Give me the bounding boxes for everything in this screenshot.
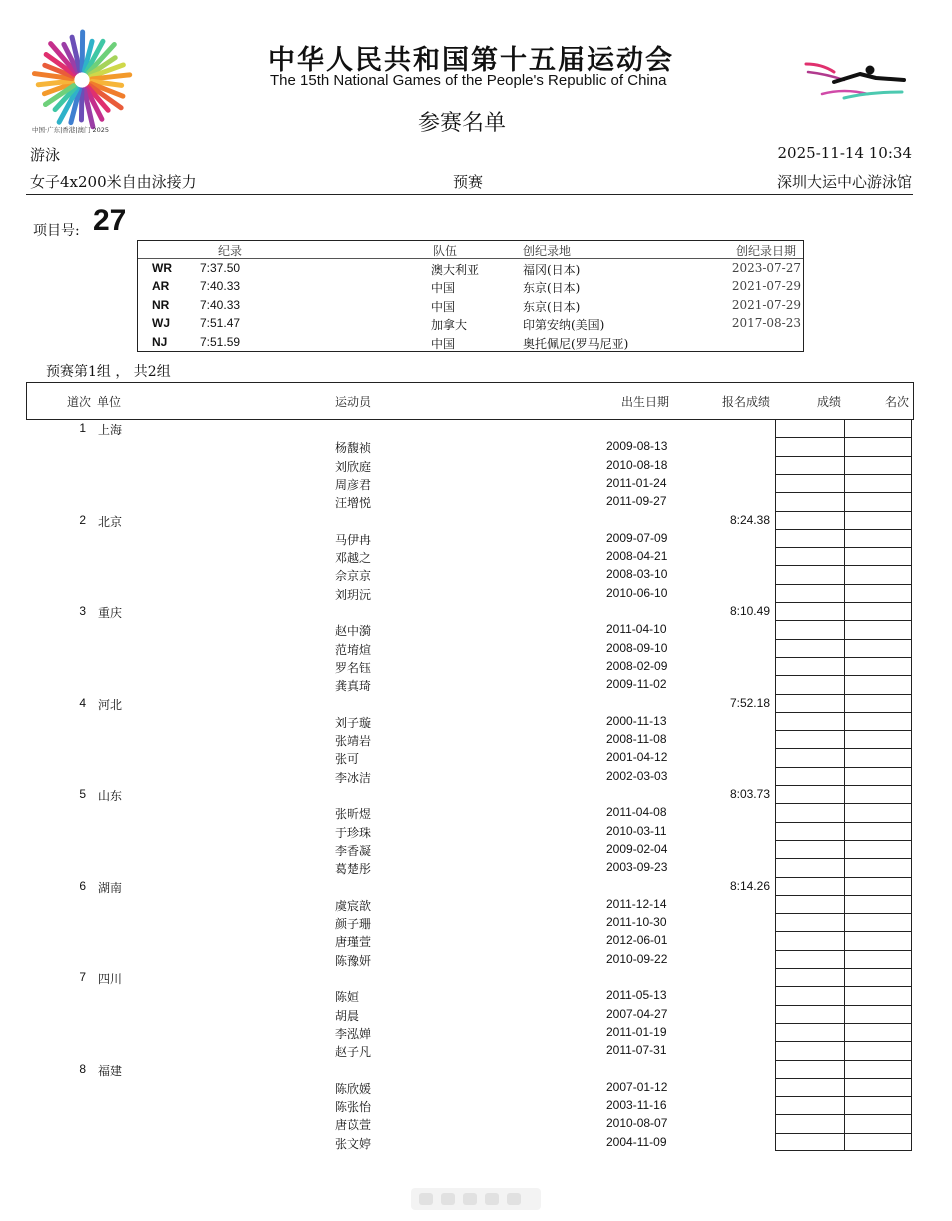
lane-number: 6 <box>79 878 86 893</box>
grid-line <box>776 785 911 786</box>
athlete-dob: 2003-11-16 <box>606 1098 667 1113</box>
record-time: 7:40.33 <box>200 297 241 312</box>
athlete-name: 陈豫妍 <box>335 953 372 968</box>
athlete-row <box>26 822 776 840</box>
athlete-name: 罗名钰 <box>335 660 372 675</box>
athlete-dob: 2008-09-10 <box>606 640 668 655</box>
athlete-dob: 2011-04-10 <box>606 622 667 637</box>
athlete-dob: 2008-02-09 <box>606 658 668 673</box>
team-row <box>26 602 776 620</box>
record-team: 加拿大 <box>431 318 468 333</box>
athlete-name: 张可 <box>335 752 360 767</box>
athlete-dob: 2007-04-27 <box>606 1006 668 1021</box>
athlete-name: 杨馥祯 <box>335 441 372 456</box>
athlete-row <box>26 1023 776 1041</box>
record-row <box>138 297 803 315</box>
entry-time: 8:14.26 <box>729 878 770 893</box>
sport-name: 游泳 <box>30 146 61 164</box>
team-name: 河北 <box>98 697 123 712</box>
athlete-dob: 2007-01-12 <box>606 1079 668 1094</box>
athlete-name: 唐瑾萱 <box>335 935 372 950</box>
athlete-dob: 2008-03-10 <box>606 567 668 582</box>
grid-line <box>776 748 911 749</box>
athlete-name: 龚真琦 <box>335 679 372 694</box>
athlete-row <box>26 913 776 931</box>
record-code: NJ <box>152 334 168 349</box>
athlete-name: 于珍珠 <box>335 825 372 840</box>
athlete-row <box>26 895 776 913</box>
watermark-bar <box>411 1188 541 1210</box>
record-time: 7:51.47 <box>200 316 241 331</box>
heat-title: 预赛第1组 ， 共2组 <box>46 364 171 380</box>
entry-time: 8:03.73 <box>729 787 770 801</box>
athlete-name: 张昕煜 <box>335 807 372 822</box>
grid-line <box>776 657 911 658</box>
athlete-name: 李香凝 <box>335 843 372 858</box>
athlete-name: 刘玥沅 <box>335 587 372 602</box>
col-result: 成绩 <box>817 395 842 409</box>
athlete-row <box>26 675 776 693</box>
start-list-header <box>26 382 914 420</box>
grid-line <box>776 639 911 640</box>
grid-line <box>776 602 911 603</box>
grid-line <box>776 1023 911 1024</box>
athlete-row <box>26 456 776 474</box>
athlete-dob: 2011-09-27 <box>606 494 667 509</box>
grid-line <box>776 767 911 768</box>
athlete-row <box>26 931 776 949</box>
event-name: 女子4x200米自由泳接力 <box>30 173 197 191</box>
team-row <box>26 968 776 986</box>
grid-line <box>776 913 911 914</box>
team-row <box>26 419 776 437</box>
records-header-date: 创纪录日期 <box>736 244 797 258</box>
entry-time: 7:52.18 <box>729 695 770 710</box>
record-date: 2017-08-23 <box>731 316 801 331</box>
team-name: 湖南 <box>98 880 123 895</box>
record-date: 2021-07-29 <box>731 297 801 312</box>
grid-line <box>776 675 911 676</box>
athlete-row <box>26 730 776 748</box>
results-entry-grid <box>775 419 912 1151</box>
athlete-row <box>26 748 776 766</box>
athlete-dob: 2008-04-21 <box>606 549 668 564</box>
phase-name: 预赛 <box>453 173 484 191</box>
grid-line <box>776 1078 911 1079</box>
lane-number: 3 <box>79 604 86 618</box>
grid-line <box>776 822 911 823</box>
record-time: 7:51.59 <box>200 334 241 349</box>
team-name: 重庆 <box>98 606 123 620</box>
team-row <box>26 1060 776 1078</box>
athlete-row <box>26 840 776 858</box>
athlete-row <box>26 584 776 602</box>
col-rank: 名次 <box>885 395 910 409</box>
record-place: 东京(日本) <box>523 281 581 296</box>
athlete-name: 颜子珊 <box>335 917 372 932</box>
team-row <box>26 877 776 895</box>
athlete-row <box>26 986 776 1004</box>
grid-line <box>776 1005 911 1006</box>
athlete-dob: 2003-09-23 <box>606 860 668 875</box>
records-header-place: 创纪录地 <box>523 244 572 258</box>
athlete-row <box>26 1096 776 1114</box>
event-number: 27 <box>93 204 127 237</box>
athlete-dob: 2009-07-09 <box>606 530 668 545</box>
lane-number: 8 <box>79 1061 86 1076</box>
team-name: 北京 <box>98 514 123 529</box>
grid-line <box>776 840 911 841</box>
athlete-dob: 2011-04-08 <box>606 805 667 820</box>
athlete-name: 李冰洁 <box>335 770 372 785</box>
col-team: 单位 <box>97 395 122 409</box>
lane-number: 1 <box>79 421 86 435</box>
records-header-divider <box>138 258 803 259</box>
athlete-name: 马伊冉 <box>335 532 372 547</box>
record-team: 中国 <box>431 336 456 351</box>
grid-line <box>776 950 911 951</box>
athlete-name: 唐苡萱 <box>335 1118 372 1133</box>
athlete-dob: 2010-08-18 <box>606 457 668 472</box>
grid-line <box>776 584 911 585</box>
athlete-row <box>26 437 776 455</box>
athlete-row <box>26 1041 776 1059</box>
record-time: 7:40.33 <box>200 279 241 294</box>
athlete-row <box>26 1133 776 1151</box>
record-place: 福冈(日本) <box>523 263 581 277</box>
athlete-row <box>26 767 776 785</box>
athlete-name: 邓越之 <box>335 551 372 566</box>
grid-line <box>776 1096 911 1097</box>
record-code: WR <box>152 261 172 275</box>
grid-line <box>776 986 911 987</box>
logo-petals <box>34 32 129 127</box>
record-code: NR <box>152 297 170 312</box>
athlete-dob: 2010-09-22 <box>606 951 668 966</box>
grid-line <box>776 547 911 548</box>
athlete-name: 刘子璇 <box>335 715 372 730</box>
athlete-dob: 2002-03-03 <box>606 768 668 783</box>
athlete-dob: 2010-03-11 <box>606 823 667 838</box>
athlete-name: 张靖岩 <box>335 734 372 749</box>
athlete-name: 李泓婵 <box>335 1026 372 1041</box>
grid-line <box>776 895 911 896</box>
grid-line <box>776 511 911 512</box>
athlete-row <box>26 547 776 565</box>
records-table <box>137 240 804 352</box>
record-date: 2021-07-29 <box>731 279 801 294</box>
records-header-team: 队伍 <box>433 244 458 258</box>
athlete-row <box>26 803 776 821</box>
record-time: 7:37.50 <box>200 261 241 275</box>
athlete-dob: 2001-04-12 <box>606 750 668 765</box>
athlete-dob: 2009-11-02 <box>606 677 667 692</box>
athlete-name: 陈姮 <box>335 990 360 1005</box>
entry-time: 8:24.38 <box>729 512 770 527</box>
record-row <box>138 260 803 278</box>
athlete-dob: 2004-11-09 <box>606 1134 667 1149</box>
records-header-record: 纪录 <box>218 244 243 258</box>
athlete-name: 陈张怡 <box>335 1100 372 1115</box>
athlete-dob: 2010-08-07 <box>606 1116 668 1131</box>
athlete-dob: 2010-06-10 <box>606 585 668 600</box>
athlete-row <box>26 1005 776 1023</box>
athlete-name: 周彦君 <box>335 477 372 492</box>
grid-line <box>776 694 911 695</box>
athlete-dob: 2011-01-19 <box>606 1024 667 1039</box>
team-row <box>26 694 776 712</box>
athlete-row <box>26 474 776 492</box>
record-code: WJ <box>152 316 170 331</box>
grid-line <box>776 456 911 457</box>
grid-line <box>776 877 911 878</box>
athlete-row <box>26 529 776 547</box>
lane-number: 2 <box>79 512 86 527</box>
entry-time: 8:10.49 <box>729 604 770 618</box>
logo-petal <box>82 32 83 70</box>
athlete-row <box>26 657 776 675</box>
swimming-pictogram-icon <box>804 58 908 110</box>
record-team: 澳大利亚 <box>431 263 480 277</box>
col-lane: 道次 <box>67 395 92 409</box>
athlete-name: 葛楚彤 <box>335 862 372 877</box>
athlete-name: 陈欣媛 <box>335 1081 372 1096</box>
athlete-dob: 2009-08-13 <box>606 439 668 454</box>
athlete-name: 佘京京 <box>335 569 372 584</box>
athlete-dob: 2000-11-13 <box>606 713 667 728</box>
record-place: 印第安纳(美国) <box>523 318 605 333</box>
athlete-name: 汪增悦 <box>335 496 372 511</box>
athlete-row <box>26 950 776 968</box>
athlete-name: 虞宸歆 <box>335 898 372 913</box>
print-datetime: 2025-11-14 10:34 <box>777 144 912 162</box>
record-place: 奥托佩尼(罗马尼亚) <box>523 336 629 351</box>
lane-number: 5 <box>79 787 86 801</box>
header-divider <box>26 194 913 195</box>
record-team: 中国 <box>431 281 456 296</box>
grid-line <box>776 803 911 804</box>
athlete-row <box>26 620 776 638</box>
athlete-row <box>26 1078 776 1096</box>
athlete-dob: 2011-12-14 <box>606 896 667 911</box>
athlete-name: 赵子凡 <box>335 1045 372 1060</box>
athlete-name: 范堉煊 <box>335 642 372 657</box>
record-team: 中国 <box>431 299 456 314</box>
team-row <box>26 511 776 529</box>
athlete-dob: 2008-11-08 <box>606 732 667 747</box>
grid-line <box>776 620 911 621</box>
grid-line <box>776 968 911 969</box>
athlete-row <box>26 639 776 657</box>
athlete-dob: 2011-07-31 <box>606 1043 667 1058</box>
col-entry-time: 报名成绩 <box>722 395 771 409</box>
record-row <box>138 334 803 352</box>
athlete-row <box>26 1114 776 1132</box>
grid-line <box>776 492 911 493</box>
games-title-en: The 15th National Games of the People's Republic of China <box>270 72 667 89</box>
event-number-label: 项目号: <box>33 223 80 239</box>
grid-line <box>776 529 911 530</box>
col-athlete: 运动员 <box>335 395 372 409</box>
grid-line <box>776 712 911 713</box>
athlete-row <box>26 492 776 510</box>
team-row <box>26 785 776 803</box>
grid-line <box>776 1133 911 1134</box>
athlete-dob: 2011-10-30 <box>606 915 667 930</box>
athlete-dob: 2011-05-13 <box>606 988 667 1003</box>
venue-name: 深圳大运中心游泳馆 <box>776 173 912 191</box>
athlete-name: 胡晨 <box>335 1008 360 1023</box>
grid-line <box>776 565 911 566</box>
record-date: 2023-07-27 <box>731 261 801 275</box>
team-name: 四川 <box>98 972 123 986</box>
grid-line <box>776 931 911 932</box>
athlete-name: 刘欣庭 <box>335 459 372 474</box>
grid-line <box>776 1114 911 1115</box>
athlete-dob: 2011-01-24 <box>606 475 667 490</box>
athlete-name: 张文婷 <box>335 1136 372 1151</box>
team-name: 上海 <box>98 423 123 437</box>
team-name: 福建 <box>98 1063 123 1078</box>
grid-line <box>776 1060 911 1061</box>
games-logo <box>30 22 134 136</box>
record-row <box>138 278 803 296</box>
grid-line <box>776 858 911 859</box>
athlete-dob: 2009-02-04 <box>606 841 668 856</box>
athlete-row <box>26 565 776 583</box>
lane-number: 4 <box>79 695 86 710</box>
grid-line <box>776 437 911 438</box>
team-name: 山东 <box>98 789 123 803</box>
grid-line <box>776 730 911 731</box>
athlete-row <box>26 712 776 730</box>
athlete-row <box>26 858 776 876</box>
lane-number: 7 <box>79 970 86 984</box>
record-code: AR <box>152 279 170 294</box>
logo-caption: 中国·广东|香港|澳门 2025 <box>32 126 110 134</box>
games-title-zh: 中华人民共和国第十五届运动会 <box>268 45 674 75</box>
athlete-name: 赵中漪 <box>335 624 372 639</box>
grid-line <box>776 474 911 475</box>
athlete-dob: 2012-06-01 <box>606 933 668 948</box>
col-dob: 出生日期 <box>621 395 670 409</box>
record-place: 东京(日本) <box>523 299 581 314</box>
record-row <box>138 315 803 333</box>
grid-line <box>776 1041 911 1042</box>
document-title: 参赛名单 <box>418 111 507 136</box>
